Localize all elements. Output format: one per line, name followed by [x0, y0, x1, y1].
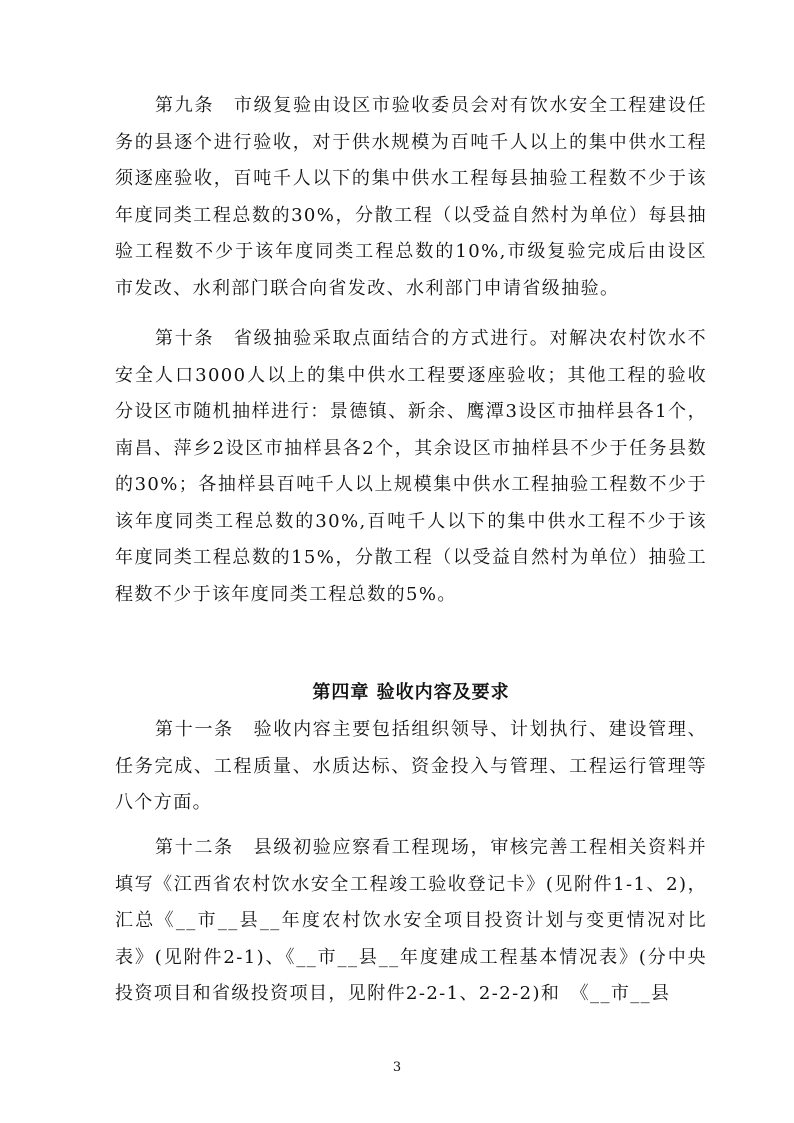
article-10-paragraph: 第十条 省级抽验采取点面结合的方式进行。对解决农村饮水不安全人口3000人以上的集中供水工程要逐座验收；其他工程的验收分设区市随机抽样进行：景德镇、新余、鹰潭3设区市抽样县各1个，南昌、萍乡2设区市抽样县各2个，其余设区市抽样县不少于任务县数的30%；各抽样县百吨千人以上规模集中供水工程抽验工程数不少于该年度同类工程总数的30%,百吨千人以下的集中供水工程不少于该年度同类工程总数的15%，分散工程（以受益自然村为单位）抽验工程数不少于该年度同类工程总数的5%。: [115, 328, 707, 605]
article-12-paragraph: 第十二条 县级初验应察看工程现场，审核完善工程相关资料并填写《江西省农村饮水安全工程竣工验收登记卡》(见附件1-1、2)，汇总《__市__县__年度农村饮水安全项目投资计划与变更情况对比表》(见附件2-1)、《__市__县__年度建成工程基本情况表》(分中央投资项目和省级投资项目，见附件2-2-1、2-2-2)和 《__市__县: [115, 837, 707, 1004]
article-9-paragraph: 第九条 市级复验由设区市验收委员会对有饮水安全工程建设任务的县逐个进行验收，对于供水规模为百吨千人以上的集中供水工程须逐座验收，百吨千人以下的集中供水工程每县抽验工程数不少于该年度同类工程总数的30%，分散工程（以受益自然村为单位）每县抽验工程数不少于该年度同类工程总数的10%,市级复验完成后由设区市发改、水利部门联合向省发改、水利部门申请省级抽验。: [115, 95, 707, 299]
article-11-paragraph: 第十一条 验收内容主要包括组织领导、计划执行、建设管理、任务完成、工程质量、水质达标、资金投入与管理、工程运行管理等八个方面。: [115, 719, 707, 813]
page-number: 3: [392, 1060, 402, 1075]
chapter-heading: 第四章 验收内容及要求: [312, 682, 510, 703]
